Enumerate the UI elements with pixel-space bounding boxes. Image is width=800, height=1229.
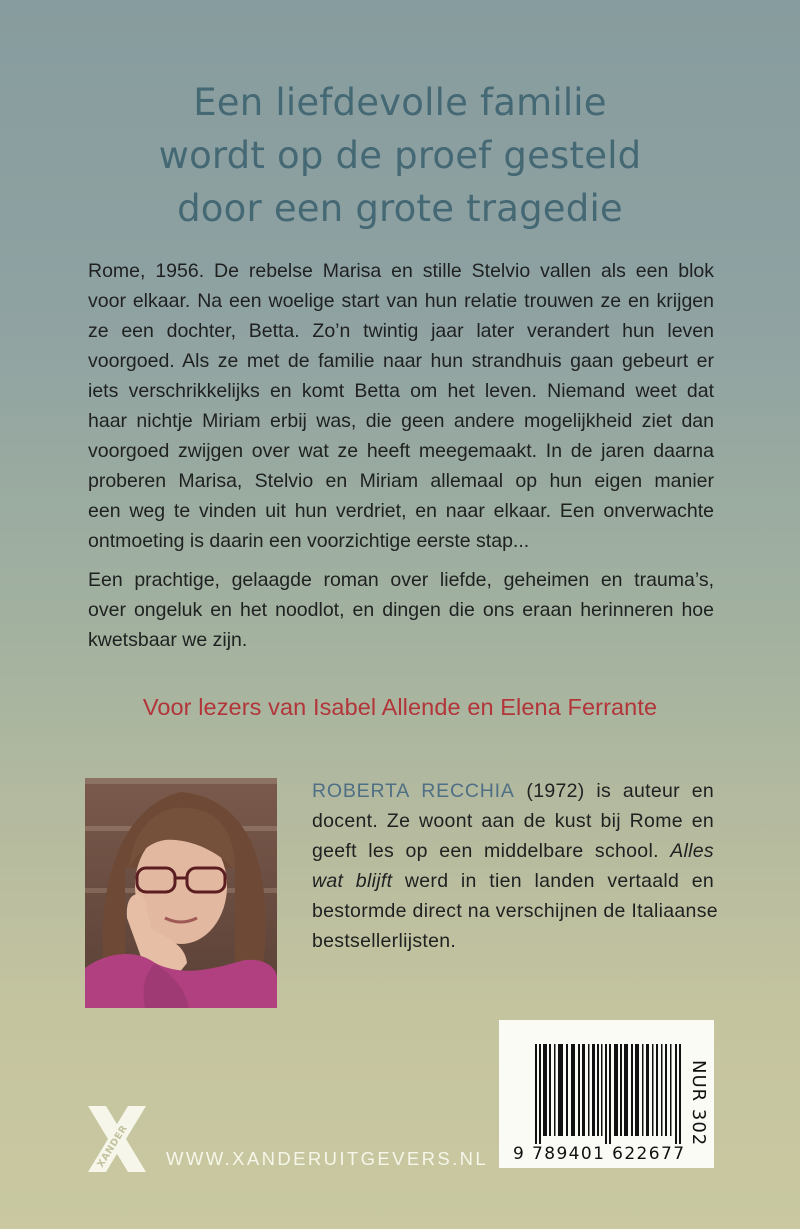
bio-line: wat blijft werd in tien landen vertaald en [312,870,714,892]
author-photo [85,778,277,1008]
headline-line: door een grote tragedie [177,187,623,230]
blurb-line: haar nichtje Miriam erbij was, die geen andere mogelijkheid ziet dan [88,410,714,432]
bio-line: docent. Ze woont aan de kust bij Rome en [312,810,714,832]
headline-line: wordt op de proef gesteld [158,134,642,177]
blurb-line: Een prachtige, gelaagde roman over liefde, geheimen en trauma’s, [88,569,714,591]
bio-line: bestormde direct na verschijnen de Italiaanse [312,900,718,922]
blurb-line: ontmoeting is daarin een voorzichtige eerste stap... [88,530,530,552]
blurb-line: iets verschrikkelijks en komt Betta om het leven. Niemand weet dat [88,380,714,402]
blurb-line: voor elkaar. Na een woelige start van hun relatie trouwen ze en krijgen [88,290,714,312]
svg-text:XANDER: XANDER [95,1123,130,1170]
author-portrait-icon [85,778,277,1008]
blurb-line: kwetsbaar we zijn. [88,629,248,651]
isbn-number: 9 789401 622677 [513,1144,686,1164]
headline [0,76,800,235]
nur-code: NUR 302 [688,1060,709,1147]
bio-line: geeft les op een middelbare school. Alles [312,840,714,862]
book-title: Alles [670,840,714,862]
bio-line: bestsellerlijsten. [312,930,457,952]
xander-logo-icon [88,1106,146,1172]
tagline: Voor lezers van Isabel Allende en Elena Ferrante [142,694,658,720]
blurb-line: voorgoed zwijgen over wat ze heeft meegemaakt. In de jaren daarna [88,440,714,462]
barcode-box [499,1020,714,1168]
author-name: ROBERTA RECCHIA [312,780,515,802]
author-bio [312,776,718,956]
blurb-line: een weg te vinden uit hun verdriet, en naar elkaar. Een onverwachte [88,500,714,522]
blurb-paragraph-1 [88,256,714,556]
blurb-line: Rome, 1956. De rebelse Marisa en stille Stelvio vallen als een blok [88,260,714,282]
barcode-icon [535,1044,681,1144]
publisher-website-link[interactable]: WWW.XANDERUITGEVERS.NL [166,1148,489,1169]
blurb-line: over ongeluk en het noodlot, en dingen die ons eraan herinneren hoe [88,599,714,621]
blurb-line: proberen Marisa, Stelvio en Miriam allemaal op hun eigen manier [88,470,714,492]
book-title: wat blijft [312,870,393,892]
headline-line: Een liefdevolle familie [193,81,607,124]
blurb-line: voorgoed. Als ze met de familie naar hun strandhuis gaan gebeurt er [88,350,714,372]
blurb-paragraph-2 [88,565,714,655]
bio-line: ROBERTA RECCHIA (1972) is auteur en [312,780,714,802]
blurb-line: ze een dochter, Betta. Zo’n twintig jaar later verandert hun leven [88,320,714,342]
